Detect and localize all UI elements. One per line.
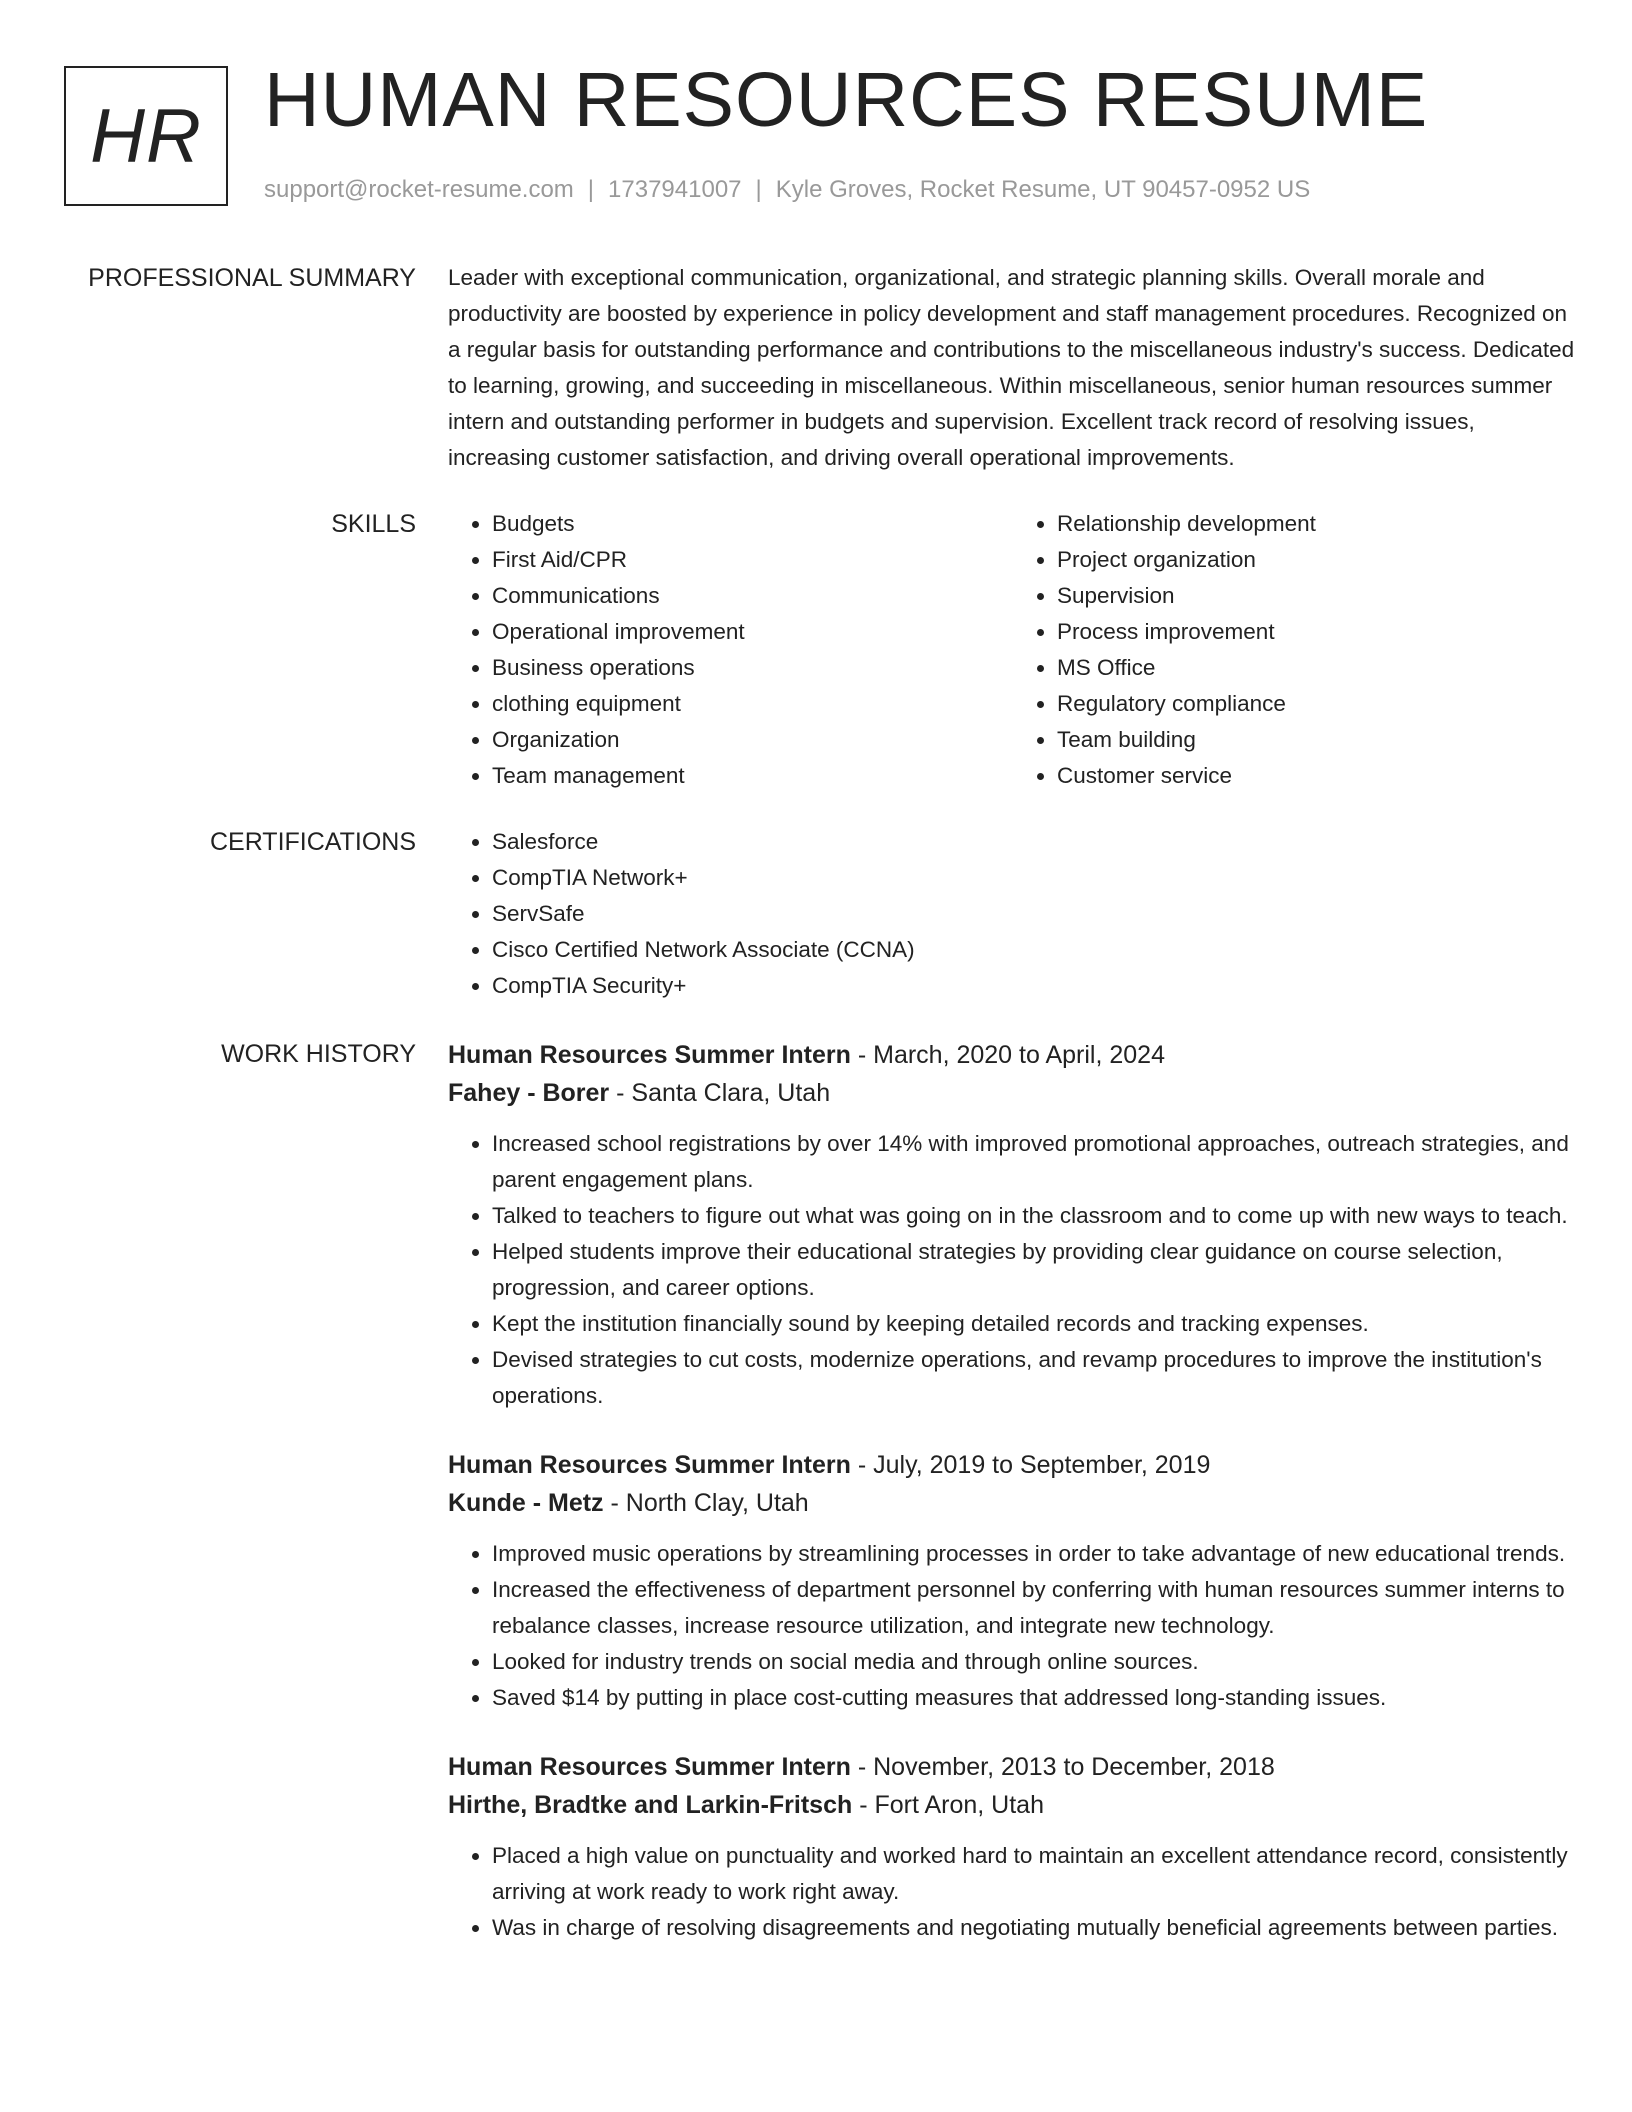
list-item: • Operational improvement [492,614,1013,650]
job-heading [448,1748,1578,1786]
job-dates: - July, 2019 to September, 2019 [850,1451,1211,1479]
list-item: • Cisco Certified Network Associate (CCNA) [492,932,1578,968]
list-item: • Helped students improve their educational strategies by providing clear guidance on course selection, progression, and career options. [492,1234,1578,1306]
list-item: • Looked for industry trends on social media and through online sources. [492,1644,1578,1680]
section-title: WORK HISTORY [221,1040,416,1068]
list-item: • Talked to teachers to figure out what was going on in the classroom and to come up with new ways to teach. [492,1198,1578,1234]
list-item: • First Aid/CPR [492,542,1013,578]
section-title: SKILLS [331,510,416,538]
list-item: • Relationship development [1057,506,1578,542]
skills-list-left [448,506,1013,794]
resume-content [0,260,1632,1978]
job-company: Kunde - Metz [448,1489,604,1517]
list-item: • ServSafe [492,896,1578,932]
job-employer [448,1484,1578,1522]
section-title: PROFESSIONAL SUMMARY [88,264,416,292]
certifications-section [0,824,1632,1004]
job-location: - Santa Clara, Utah [609,1079,831,1107]
job-bullets [448,1126,1578,1414]
job-location: - Fort Aron, Utah [852,1791,1044,1819]
list-item: • clothing equipment [492,686,1013,722]
list-item: • Organization [492,722,1013,758]
job-role: Human Resources Summer Intern [448,1451,851,1479]
section-title: CERTIFICATIONS [209,828,416,856]
list-item: • Saved $14 by putting in place cost-cutting measures that addressed long-standing issues. [492,1680,1578,1716]
monogram-logo: HR [64,66,228,206]
summary-text: Leader with exceptional communication, organizational, and strategic planning skills. Overall morale and productivity are boosted by experience in policy development and staff management procedures. Recognized on a regular basis for outstanding performance and contributions to the miscellaneous industry's success. Dedicated to learning, growing, and succeeding in miscellaneous. Within miscellaneous, senior human resources summer intern and outstanding performer in budgets and supervision. Excellent track record of resolving issues, increasing customer satisfaction, and driving overall operational improvements. [448,265,1575,470]
skills-section [0,506,1632,794]
section-body [448,260,1578,476]
job-company: Fahey - Borer [448,1079,610,1107]
contact-address: Kyle Groves, Rocket Resume, UT 90457-0952 US [775,176,1311,203]
list-item: • Business operations [492,650,1013,686]
resume-title: HUMAN RESOURCES RESUME [264,57,1429,143]
job-role: Human Resources Summer Intern [448,1753,851,1781]
job-employer [448,1074,1578,1112]
section-body [448,506,1578,794]
job-dates: - March, 2020 to April, 2024 [850,1041,1165,1069]
list-item: • Supervision [1057,578,1578,614]
list-item: • Regulatory compliance [1057,686,1578,722]
list-item: • Project organization [1057,542,1578,578]
list-item: • Was in charge of resolving disagreements and negotiating mutually beneficial agreements between parties. [492,1910,1578,1946]
list-item: • MS Office [1057,650,1578,686]
list-item: • Process improvement [1057,614,1578,650]
job-bullets [448,1536,1578,1716]
list-item: • Team management [492,758,1013,794]
contact-separator: | [755,176,762,203]
list-item: • Placed a high value on punctuality and worked hard to maintain an excellent attendance record, consistently arriving at work ready to work right away. [492,1838,1578,1910]
list-item: • Increased the effectiveness of department personnel by conferring with human resources summer interns to rebalance classes, increase resource utilization, and integrate new technology. [492,1572,1578,1644]
contact-email[interactable]: support@rocket-resume.com [264,176,574,203]
work-history-section [0,1036,1632,1978]
job-heading [448,1446,1578,1484]
list-item: • Budgets [492,506,1013,542]
section-body [448,824,1578,1004]
list-item: • Kept the institution financially sound by keeping detailed records and tracking expenses. [492,1306,1578,1342]
job-heading [448,1036,1578,1074]
list-item: • CompTIA Security+ [492,968,1578,1004]
job-entry [448,1446,1578,1716]
contact-line [264,176,1310,204]
job-role: Human Resources Summer Intern [448,1041,851,1069]
contact-separator: | [587,176,595,203]
list-item: • Salesforce [492,824,1578,860]
skills-list-right [1013,506,1578,794]
job-company: Hirthe, Bradtke and Larkin-Fritsch [448,1791,853,1819]
job-dates: - November, 2013 to December, 2018 [850,1753,1275,1781]
job-bullets [448,1838,1578,1946]
job-employer [448,1786,1578,1824]
job-entry [448,1748,1578,1946]
job-location: - North Clay, Utah [603,1489,809,1517]
summary-section [0,260,1632,476]
list-item: • Devised strategies to cut costs, modernize operations, and revamp procedures to improve the institution's operations. [492,1342,1578,1414]
section-body [448,1036,1578,1978]
list-item: • Team building [1057,722,1578,758]
list-item: • CompTIA Network+ [492,860,1578,896]
certifications-list [448,824,1578,1004]
contact-phone[interactable]: 1737941007 [608,176,742,203]
list-item: • Customer service [1057,758,1578,794]
job-entry [448,1036,1578,1414]
list-item: • Communications [492,578,1013,614]
list-item: • Improved music operations by streamlining processes in order to take advantage of new educational trends. [492,1536,1578,1572]
list-item: • Increased school registrations by over 14% with improved promotional approaches, outreach strategies, and parent engagement plans. [492,1126,1578,1198]
